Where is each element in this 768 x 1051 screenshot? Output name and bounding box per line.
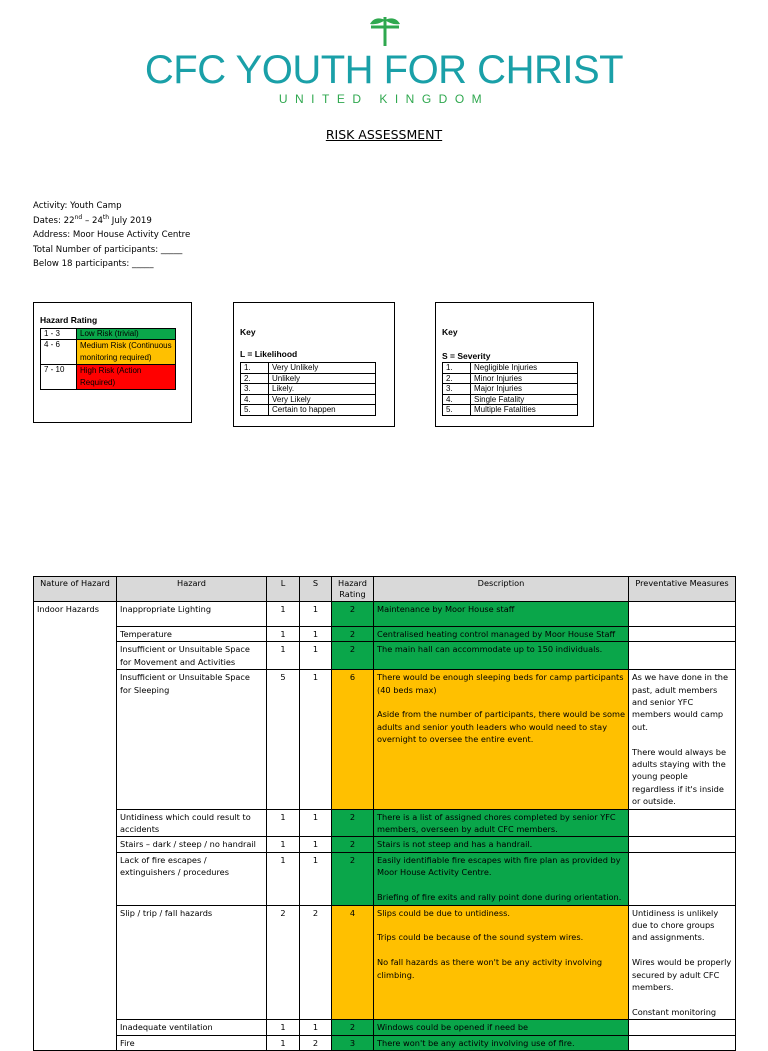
likelihood-row [241, 373, 376, 384]
nature-cell: Indoor Hazards [34, 602, 117, 1051]
key-num: 3. [241, 384, 269, 395]
description-cell: There won't be any activity involving use of fire. [374, 1035, 629, 1050]
key-label: Very Likely [269, 394, 376, 405]
rating-row-low [41, 329, 176, 340]
description-cell [374, 670, 629, 809]
description-paragraph: Slips could be due to untidiness. [377, 907, 510, 918]
key-label: Multiple Fatalities [471, 405, 578, 416]
rating-cell: 2 [332, 602, 374, 627]
severity-row [443, 363, 578, 374]
s-cell: 1 [300, 852, 332, 905]
address-line: Address: Moor House Activity Centre [33, 230, 191, 240]
rating-cell: 2 [332, 1020, 374, 1035]
document-title: RISK ASSESSMENT [325, 127, 443, 142]
l-cell: 1 [267, 852, 300, 905]
description-paragraph: Briefing of fire exits and rally point done during orientation. [377, 892, 622, 903]
rating-cell: 2 [332, 837, 374, 852]
table-row [34, 837, 736, 852]
table-row [34, 905, 736, 1020]
risk-assessment-table [33, 576, 736, 1051]
header-s: S [300, 577, 332, 602]
description-cell [374, 905, 629, 1020]
l-cell: 1 [267, 837, 300, 852]
measures-cell [629, 1035, 736, 1050]
rating-label: Low Risk (trivial) [77, 329, 176, 340]
rating-range: 4 - 6 [41, 339, 77, 364]
severity-row [443, 384, 578, 395]
hazard-rating-box [33, 302, 192, 423]
key-label: Major Injuries [471, 384, 578, 395]
s-cell: 1 [300, 670, 332, 809]
rating-cell: 6 [332, 670, 374, 809]
description-paragraph: Aside from the number of participants, there would be some adults and senior youth leaders who would need to stay overnight to oversee the entire event. [377, 709, 626, 745]
rating-row-medium [41, 339, 176, 364]
key-num: 2. [443, 373, 471, 384]
severity-key-title: Key [442, 327, 458, 337]
key-num: 5. [443, 405, 471, 416]
key-num: 2. [241, 373, 269, 384]
severity-key-box [435, 302, 594, 427]
key-num: 4. [241, 394, 269, 405]
hazard-cell: Insufficient or Unsuitable Space for Movement and Activities [117, 642, 267, 670]
key-label: Negligible Injuries [471, 363, 578, 374]
description-cell: Maintenance by Moor House staff [374, 602, 629, 627]
severity-row [443, 405, 578, 416]
l-cell: 1 [267, 1020, 300, 1035]
key-label: Single Fatality [471, 394, 578, 405]
description-cell: There is a list of assigned chores completed by senior YFC members, overseen by adult CFC members. [374, 809, 629, 837]
measures-paragraph: Wires would be properly secured by adult CFC members. [632, 957, 732, 992]
table-row [34, 642, 736, 670]
rating-range: 7 - 10 [41, 364, 77, 389]
hazard-cell: Untidiness which could result to accidents [117, 809, 267, 837]
description-cell [374, 852, 629, 905]
key-num: 5. [241, 405, 269, 416]
rating-cell: 2 [332, 809, 374, 837]
measures-cell [629, 905, 736, 1020]
description-cell: Windows could be opened if need be [374, 1020, 629, 1035]
description-cell: The main hall can accommodate up to 150 individuals. [374, 642, 629, 670]
s-cell: 2 [300, 905, 332, 1020]
l-cell: 5 [267, 670, 300, 809]
event-info [33, 199, 190, 272]
s-cell: 1 [300, 602, 332, 627]
rating-row-high [41, 364, 176, 389]
s-cell: 1 [300, 837, 332, 852]
likelihood-key-box [233, 302, 395, 427]
table-row [34, 852, 736, 905]
key-num: 1. [241, 363, 269, 374]
measures-cell [629, 1020, 736, 1035]
rating-cell: 2 [332, 642, 374, 670]
table-row [34, 1035, 736, 1050]
key-label: Likely. [269, 384, 376, 395]
measures-cell [629, 670, 736, 809]
table-row [34, 670, 736, 809]
severity-row [443, 394, 578, 405]
header-description: Description [374, 577, 629, 602]
hazard-cell: Inadequate ventilation [117, 1020, 267, 1035]
total-participants-line: Total Number of participants: _____ [33, 244, 183, 255]
key-num: 1. [443, 363, 471, 374]
hazard-cell: Stairs – dark / steep / no handrail [117, 837, 267, 852]
hazard-cell: Fire [117, 1035, 267, 1050]
severity-table [442, 362, 578, 416]
key-label: Certain to happen [269, 405, 376, 416]
header-measures: Preventative Measures [629, 577, 736, 602]
table-row [34, 809, 736, 837]
description-paragraph: Easily identifiable fire escapes with fire plan as provided by Moor House Activity Centre. [377, 854, 621, 878]
header-rating: Hazard Rating [332, 577, 374, 602]
l-cell: 1 [267, 809, 300, 837]
table-row [34, 627, 736, 642]
measures-paragraph: Untidiness is unlikely due to chore groups and assignments. [632, 907, 719, 943]
measures-cell [629, 602, 736, 627]
hazard-rating-title: Hazard Rating [40, 315, 98, 325]
likelihood-table [240, 362, 376, 416]
likelihood-row [241, 363, 376, 374]
s-cell: 2 [300, 1035, 332, 1050]
key-label: Minor Injuries [471, 373, 578, 384]
key-num: 4. [443, 394, 471, 405]
below-18-line: Below 18 participants: _____ [33, 259, 154, 269]
dates-line: Dates: 22nd – 24th July 2019 [33, 213, 152, 226]
severity-row [443, 373, 578, 384]
measures-cell [629, 809, 736, 837]
hazard-rating-table [40, 328, 176, 390]
logo-name: CFC YOUTH FOR CHRIST [144, 48, 624, 92]
hazard-cell: Temperature [117, 627, 267, 642]
likelihood-key-subtitle: L = Likelihood [240, 349, 298, 359]
rating-cell: 3 [332, 1035, 374, 1050]
table-header-row [34, 577, 736, 602]
likelihood-key-title: Key [240, 327, 256, 337]
measures-paragraph: As we have done in the past, adult members and senior YFC members would camp out. [632, 672, 729, 732]
rating-cell: 2 [332, 852, 374, 905]
measures-cell [629, 852, 736, 905]
description-paragraph: There would be enough sleeping beds for camp participants (40 beds max) [377, 672, 624, 695]
description-cell: Centralised heating control managed by Moor House Staff [374, 627, 629, 642]
hazard-cell: Inappropriate Lighting [117, 602, 267, 627]
rating-cell: 2 [332, 627, 374, 642]
s-cell: 1 [300, 642, 332, 670]
l-cell: 1 [267, 602, 300, 627]
cross-leaf-icon [370, 17, 400, 46]
description-paragraph: Trips could be because of the sound system wires. [377, 932, 584, 943]
hazard-cell: Lack of fire escapes / extinguishers / procedures [117, 852, 267, 905]
measures-cell [629, 642, 736, 670]
key-label: Very Unlikely [269, 363, 376, 374]
s-cell: 1 [300, 1020, 332, 1035]
header-nature: Nature of Hazard [34, 577, 117, 602]
l-cell: 2 [267, 905, 300, 1020]
s-cell: 1 [300, 627, 332, 642]
hazard-cell: Insufficient or Unsuitable Space for Sleeping [117, 670, 267, 809]
cfc-yfc-logo [0, 0, 768, 120]
s-cell: 1 [300, 809, 332, 837]
likelihood-row [241, 394, 376, 405]
measures-cell [629, 837, 736, 852]
key-num: 3. [443, 384, 471, 395]
l-cell: 1 [267, 642, 300, 670]
rating-label: High Risk (Action Required) [77, 364, 176, 389]
measures-paragraph: There would always be adults staying with the young people regardless if it's inside or outside. [632, 746, 726, 807]
activity-line: Activity: Youth Camp [33, 201, 122, 211]
header-hazard: Hazard [117, 577, 267, 602]
rating-cell: 4 [332, 905, 374, 1020]
table-row [34, 602, 736, 627]
description-cell: Stairs is not steep and has a handrail. [374, 837, 629, 852]
header-l: L [267, 577, 300, 602]
hazard-cell: Slip / trip / fall hazards [117, 905, 267, 1020]
likelihood-row [241, 405, 376, 416]
measures-paragraph: Constant monitoring [632, 1006, 717, 1017]
key-label: Unlikely [269, 373, 376, 384]
description-paragraph: No fall hazards as there won't be any activity involving climbing. [377, 957, 603, 980]
table-row [34, 1020, 736, 1035]
l-cell: 1 [267, 1035, 300, 1050]
rating-label: Medium Risk (Continuous monitoring required) [77, 339, 176, 364]
l-cell: 1 [267, 627, 300, 642]
measures-cell [629, 627, 736, 642]
likelihood-row [241, 384, 376, 395]
rating-range: 1 - 3 [41, 329, 77, 340]
severity-key-subtitle: S = Severity [442, 351, 491, 361]
logo-subtitle: UNITED KINGDOM [278, 92, 490, 106]
